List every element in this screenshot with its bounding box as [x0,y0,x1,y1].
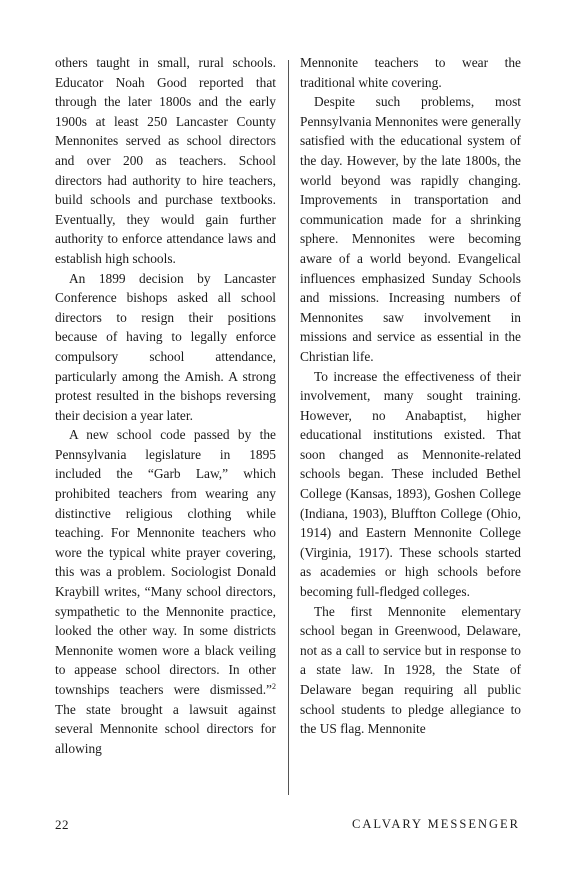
left-paragraph-1: others taught in small, rural schools. Educator Noah Good reported that through the later 1800s and the early 1900s at least 250 Lancaster County Mennonites served as school directors and over 200 as teachers. School directors had authority to hire teachers, build schools and purchase textbooks. Eventually, they would gain further authority to enforce attendance laws and establish high schools. [55,55,276,266]
left-column [55,53,276,758]
right-paragraph-1: Mennonite teachers to wear the traditional white covering. [300,55,521,90]
right-paragraph-4: The first Mennonite elementary school began in Greenwood, Delaware, not as a call to service but in response to a state law. In 1928, the State of Delaware began requiring all public school students to pledge allegiance to the US flag. Mennonite [300,603,521,737]
page-number: 22 [55,817,69,832]
column-divider [288,60,289,795]
footnote-marker: 2 [272,682,276,691]
left-paragraph-2: An 1899 decision by Lancaster Conference bishops asked all school directors to resign their positions because of having to legally enforce compulsory school attendance, particularly among the Amish. A strong protest resulted in the bishops reversing their decision a year later. [55,270,276,423]
publication-title: CALVARY MESSENGER [352,817,520,831]
left-paragraph-3-text: A new school code passed by the Pennsylvania legislature in 1895 included the “Garb Law,” which prohibited teachers from wearing any distinctive religious clothing while teaching. For Mennonite teachers who wore the typical white prayer covering, this was a problem. Sociologist Donald Kraybill writes, “Many school directors, sympathetic to the Mennonite practice, looked the other way. In some districts Mennonite women wore a black veiling to appease school directors. In other townships teachers were dismissed.” [55,427,276,697]
right-column [300,53,521,739]
right-paragraph-2: Despite such problems, most Pennsylvania Mennonites were generally satisfied with the educational system of the day. However, by the late 1800s, the world beyond was rapidly changing. Improvements in transportation and communication made for a shrinking sphere. Mennonites were becoming aware of a world beyond. Evangelical influences emphasized Sunday Schools and missions. Increasing numbers of Mennonites saw involvement in missions and service as essential in the Christian life. [300,94,521,364]
right-paragraph-3: To increase the effectiveness of their involvement, many sought training. However, no Anabaptist, higher educational institutions existed. That soon changed as Mennonite-related schools began. These included Bethel College (Kansas, 1893), Goshen College (Indiana, 1903), Bluffton College (Ohio, 1914) and Eastern Mennonite College (Virginia, 1917). These schools started as academies or high schools before becoming full-fledged colleges. [300,368,521,600]
left-paragraph-3-continuation: The state brought a lawsuit against several Mennonite school directors for allowing [55,701,276,756]
left-paragraph-3 [55,425,276,758]
